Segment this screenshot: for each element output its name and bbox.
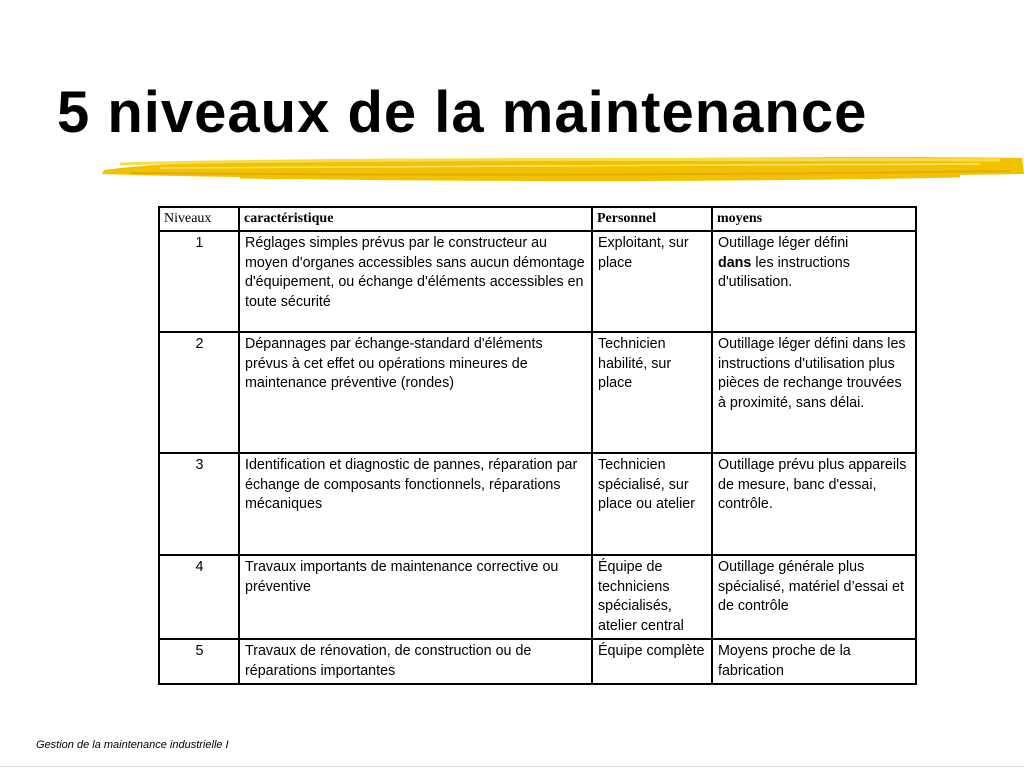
column-header-niveaux: Niveaux (159, 207, 239, 231)
maintenance-levels-table (158, 206, 917, 685)
cell-personnel: Équipe complète (592, 639, 712, 684)
cell-moyens: Moyens proche de la fabrication (712, 639, 916, 684)
cell-caracteristique: Réglages simples prévus par le constructeur au moyen d'organes accessibles sans aucun démontage d'équipement, ou échange d'éléments accessibles en toute sécurité (239, 231, 592, 332)
cell-caracteristique: Identification et diagnostic de pannes, réparation par échange de composants fonctionnels, réparations mécaniques (239, 453, 592, 555)
cell-niveau: 4 (159, 555, 239, 639)
table-row (159, 231, 916, 332)
cell-niveau: 1 (159, 231, 239, 332)
cell-moyens-text: les instructions d'utilisation. (718, 254, 850, 290)
cell-moyens (712, 231, 916, 332)
bottom-divider (0, 766, 1024, 767)
cell-niveau: 3 (159, 453, 239, 555)
cell-moyens-text: Outillage léger défini (718, 235, 849, 251)
table-header-row (159, 207, 916, 231)
table-row (159, 639, 916, 684)
cell-moyens: Outillage prévu plus appareils de mesure, banc d'essai, contrôle. (712, 453, 916, 555)
cell-personnel: Équipe de techniciens spécialisés, atelier central (592, 555, 712, 639)
table-row (159, 555, 916, 639)
page-title: 5 niveaux de la maintenance (57, 80, 868, 145)
column-header-moyens: moyens (712, 207, 916, 231)
highlighter-stroke (100, 150, 1024, 190)
table-row (159, 332, 916, 453)
cell-caracteristique: Dépannages par échange-standard d'éléments prévus à cet effet ou opérations mineures de maintenance préventive (rondes) (239, 332, 592, 453)
cell-moyens-bold: dans (718, 254, 752, 271)
table-row (159, 453, 916, 555)
cell-caracteristique: Travaux de rénovation, de construction ou de réparations importantes (239, 639, 592, 684)
cell-moyens: Outillage générale plus spécialisé, matériel d’essai et de contrôle (712, 555, 916, 639)
cell-personnel: Exploitant, sur place (592, 231, 712, 332)
column-header-personnel: Personnel (592, 207, 712, 231)
cell-personnel: Technicien spécialisé, sur place ou atelier (592, 453, 712, 555)
cell-niveau: 2 (159, 332, 239, 453)
footer-text: Gestion de la maintenance industrielle I (36, 739, 229, 751)
cell-caracteristique: Travaux importants de maintenance corrective ou préventive (239, 555, 592, 639)
cell-personnel: Technicien habilité, sur place (592, 332, 712, 453)
column-header-caracteristique: caractéristique (239, 207, 592, 231)
cell-niveau: 5 (159, 639, 239, 684)
cell-moyens: Outillage léger défini dans les instructions d'utilisation plus pièces de rechange trouvées à proximité, sans délai. (712, 332, 916, 453)
